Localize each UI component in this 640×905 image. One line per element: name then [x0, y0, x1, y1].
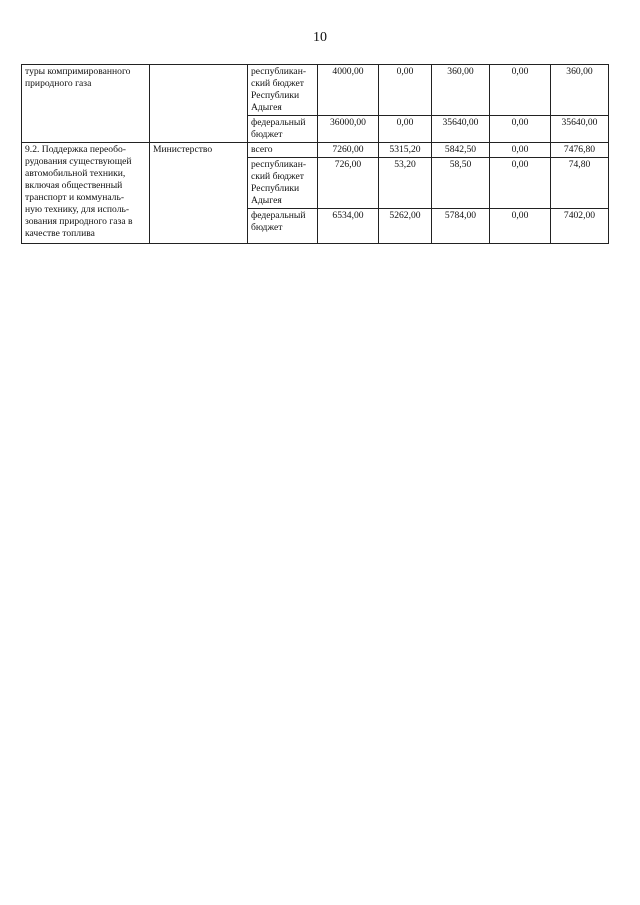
funding-source-label: республикан-	[251, 159, 307, 170]
measure-description-cell	[22, 65, 150, 143]
funding-source-label: ский бюджет	[251, 78, 304, 89]
amount-cell: 5842,50	[432, 143, 490, 158]
measure-description-line: туры компримированного	[25, 66, 131, 77]
funding-source-label: Адыгея	[251, 195, 282, 206]
executor-cell: Министерство	[150, 143, 248, 244]
funding-source-cell	[248, 209, 318, 244]
measure-description-line: транспорт и коммуналь-	[25, 192, 125, 203]
funding-source-label: ский бюджет	[251, 171, 304, 182]
amount-cell: 5315,20	[379, 143, 432, 158]
funding-source-label: Республики	[251, 90, 300, 101]
measure-description-line: 9.2. Поддержка переобо-	[25, 144, 126, 155]
amount-cell: 0,00	[379, 116, 432, 143]
amount-cell: 7402,00	[551, 209, 609, 244]
budget-table	[21, 64, 609, 244]
amount-cell: 6534,00	[318, 209, 379, 244]
funding-source-label: бюджет	[251, 129, 283, 140]
amount-cell: 53,20	[379, 158, 432, 209]
measure-description-line: зования природного газа в	[25, 216, 133, 227]
amount-cell: 0,00	[490, 116, 551, 143]
funding-source-cell	[248, 143, 318, 158]
amount-cell: 35640,00	[551, 116, 609, 143]
table-body	[22, 65, 609, 244]
measure-description-line: качестве топлива	[25, 228, 95, 239]
amount-cell: 74,80	[551, 158, 609, 209]
amount-cell: 5784,00	[432, 209, 490, 244]
funding-source-label: федеральный	[251, 117, 306, 128]
amount-cell: 726,00	[318, 158, 379, 209]
amount-cell: 35640,00	[432, 116, 490, 143]
funding-source-cell	[248, 65, 318, 116]
funding-source-label: Адыгея	[251, 102, 282, 113]
amount-cell: 360,00	[432, 65, 490, 116]
amount-cell: 0,00	[490, 143, 551, 158]
amount-cell: 0,00	[490, 65, 551, 116]
amount-cell: 7476,80	[551, 143, 609, 158]
amount-cell: 0,00	[490, 158, 551, 209]
amount-cell: 5262,00	[379, 209, 432, 244]
amount-cell: 7260,00	[318, 143, 379, 158]
measure-description-cell	[22, 143, 150, 244]
funding-source-cell	[248, 116, 318, 143]
funding-source-label: федеральный	[251, 210, 306, 221]
measure-description-line: природного газа	[25, 78, 92, 89]
amount-cell: 0,00	[490, 209, 551, 244]
table-row	[22, 143, 609, 158]
amount-cell: 360,00	[551, 65, 609, 116]
amount-cell: 4000,00	[318, 65, 379, 116]
funding-source-label: всего	[251, 144, 273, 155]
amount-cell: 58,50	[432, 158, 490, 209]
measure-description-line: рудования существующей	[25, 156, 132, 167]
funding-source-label: республикан-	[251, 66, 307, 77]
page-number: 10	[313, 30, 327, 45]
measure-description-line: включая общественный	[25, 180, 123, 191]
executor-cell	[150, 65, 248, 143]
amount-cell: 36000,00	[318, 116, 379, 143]
funding-source-label: Республики	[251, 183, 300, 194]
measure-description-line: ную технику, для исполь-	[25, 204, 130, 215]
funding-source-cell	[248, 158, 318, 209]
funding-source-label: бюджет	[251, 222, 283, 233]
amount-cell: 0,00	[379, 65, 432, 116]
table-row	[22, 65, 609, 116]
measure-description-line: автомобильной техники,	[25, 168, 126, 179]
